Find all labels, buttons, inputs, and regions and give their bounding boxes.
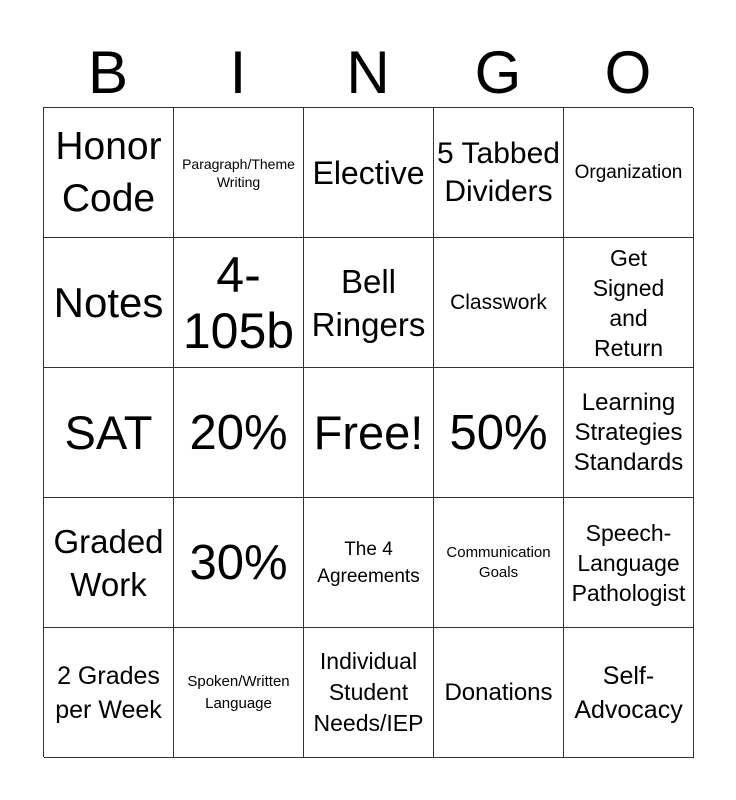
cell-text: Elective — [312, 154, 425, 191]
bingo-cell[interactable] — [174, 368, 304, 498]
bingo-cell[interactable] — [434, 238, 564, 368]
cell-text: 2 Grades per Week — [55, 661, 162, 724]
bingo-cell[interactable] — [434, 368, 564, 498]
cell-text: Communication Goals — [446, 543, 551, 581]
cell-text: Organization — [574, 161, 683, 183]
cell-text: Bell Ringers — [311, 262, 426, 343]
cell-text: The 4 Agreements — [317, 538, 420, 587]
bingo-cell[interactable] — [564, 628, 694, 758]
cell-text: 5 Tabbed Dividers — [437, 136, 560, 208]
bingo-cell[interactable] — [564, 368, 694, 498]
bingo-cell[interactable] — [564, 108, 694, 238]
bingo-cell[interactable] — [304, 628, 434, 758]
cell-text: Self-Advocacy — [574, 661, 683, 724]
bingo-cell[interactable] — [174, 238, 304, 368]
bingo-cell[interactable] — [304, 108, 434, 238]
bingo-cell[interactable] — [44, 368, 174, 498]
bingo-cell[interactable] — [44, 498, 174, 628]
header-letter-o: O — [604, 39, 652, 106]
bingo-cell[interactable] — [44, 628, 174, 758]
header-letter-b: B — [87, 39, 129, 106]
bingo-grid — [43, 107, 693, 757]
bingo-cell[interactable] — [304, 498, 434, 628]
bingo-cell[interactable] — [174, 498, 304, 628]
bingo-cell[interactable] — [44, 108, 174, 238]
cell-text: Get Signed and Return — [592, 244, 665, 361]
cell-text: Speech-Language Pathologist — [571, 519, 686, 606]
bingo-cell[interactable] — [434, 498, 564, 628]
cell-text: Honor Code — [55, 124, 162, 220]
cell-text: Spoken/Written Language — [187, 672, 290, 712]
cell-text: SAT — [64, 405, 153, 459]
cell-text: Free! — [313, 405, 424, 459]
cell-text: Classwork — [450, 291, 547, 314]
cell-text: Individual Student Needs/IEP — [313, 648, 424, 736]
bingo-header — [43, 38, 693, 108]
cell-text: Notes — [53, 278, 164, 326]
bingo-cell[interactable] — [174, 108, 304, 238]
bingo-cell[interactable] — [44, 238, 174, 368]
cell-text: 20% — [189, 405, 288, 460]
header-letter-n: N — [346, 39, 390, 106]
bingo-cell[interactable] — [304, 238, 434, 368]
cell-text: Graded Work — [53, 522, 164, 603]
cell-text: 50% — [449, 405, 548, 460]
bingo-cell[interactable] — [174, 628, 304, 758]
cell-text: 30% — [189, 535, 288, 590]
bingo-cell[interactable] — [434, 628, 564, 758]
bingo-cell[interactable] — [304, 368, 434, 498]
cell-text: Donations — [444, 678, 553, 706]
cell-text: Learning Strategies Standards — [573, 388, 684, 476]
bingo-cell[interactable] — [564, 498, 694, 628]
cell-text: Paragraph/Theme Writing — [182, 155, 295, 190]
header-letter-g: G — [474, 39, 522, 106]
bingo-cell[interactable] — [564, 238, 694, 368]
cell-text: 4-105b — [182, 246, 295, 359]
header-letter-i: I — [229, 39, 247, 106]
bingo-cell[interactable] — [434, 108, 564, 238]
